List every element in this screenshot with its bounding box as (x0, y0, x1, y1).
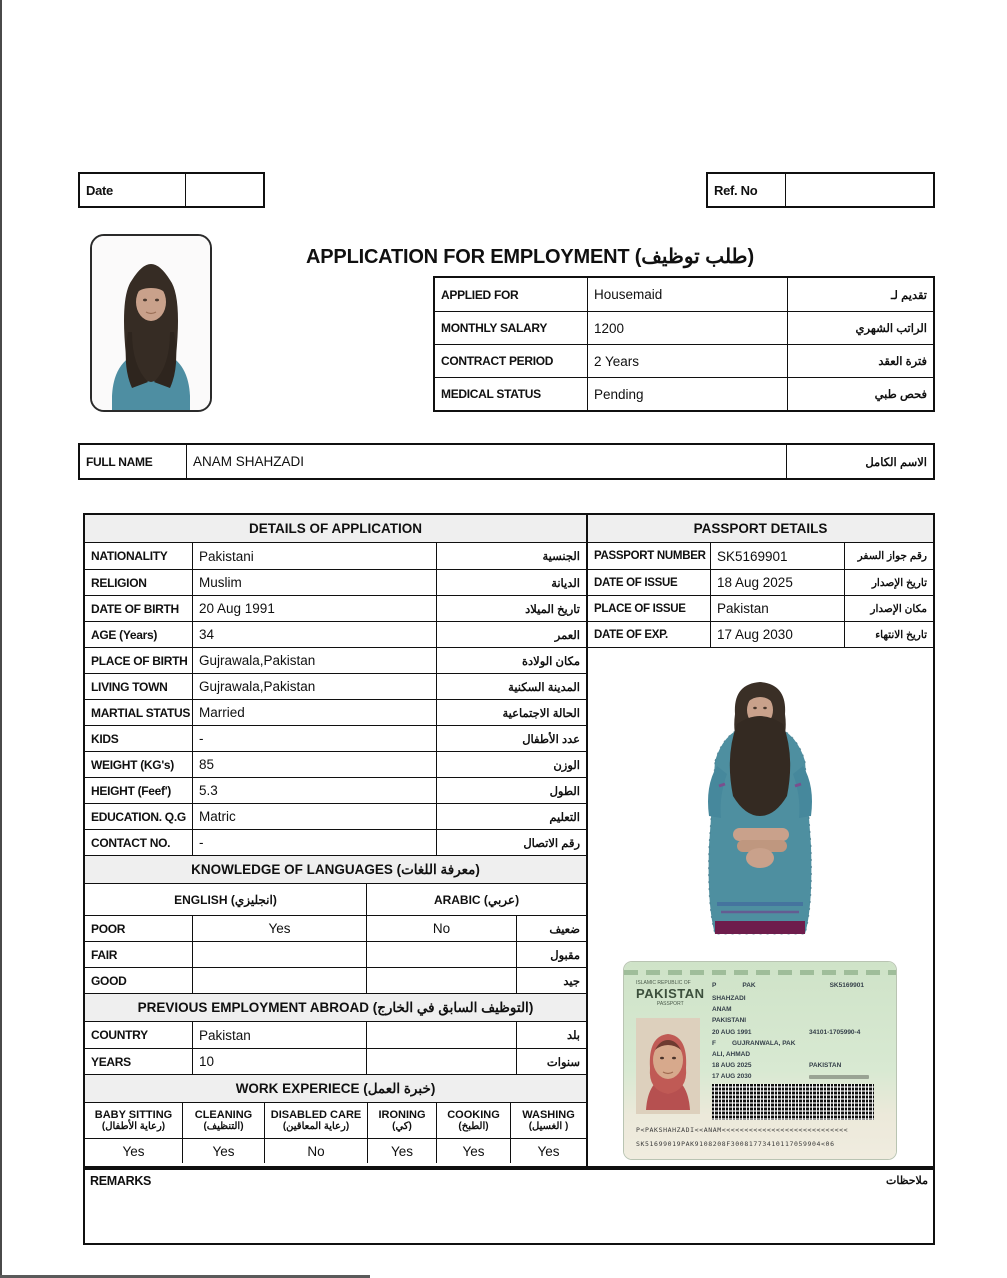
languages-column-headers (85, 884, 586, 915)
living-town-value: Gujrawala,Pakistan (192, 674, 436, 699)
living-town-label: LIVING TOWN (91, 679, 168, 694)
date-of-issue-label: DATE OF ISSUE (594, 576, 678, 589)
contact-no-value: - (192, 830, 436, 855)
living-town-arabic: المدينة السكنية (436, 674, 586, 699)
date-box (78, 172, 265, 208)
date-of-issue-value: 18 Aug 2025 (710, 570, 844, 595)
age-label: AGE (Years) (91, 627, 158, 642)
table-row (85, 1022, 586, 1048)
passport-mrz-line1: P<PAKSHAHZADI<<ANAM<<<<<<<<<<<<<<<<<<<<<<<<<<<< (636, 1126, 849, 1134)
applied-for-arabic: تقديم لـ (787, 278, 933, 311)
table-row (85, 967, 586, 993)
baby-sitting-value: Yes (122, 1143, 145, 1159)
ironing-column (367, 1103, 436, 1138)
table-row (435, 377, 933, 410)
height-label: HEIGHT (Feef') (91, 783, 171, 798)
education-arabic: التعليم (436, 804, 586, 829)
previous-employment-header: PREVIOUS EMPLOYMENT ABROAD (التوظيف السابق في الخارج) (85, 993, 586, 1022)
passport-number-arabic: رقم جواز السفر (844, 543, 933, 569)
page-title: APPLICATION FOR EMPLOYMENT (طلب توظيف) (306, 246, 754, 268)
kids-value: - (192, 726, 436, 751)
table-row (85, 621, 586, 647)
details-column (85, 515, 588, 1166)
table-row (85, 915, 586, 941)
weight-label: WEIGHT (KG's) (91, 757, 174, 772)
passport-type: P (712, 982, 717, 989)
disabled-care-label: DISABLED CARE (270, 1108, 362, 1121)
country-extra-cell (366, 1022, 516, 1048)
martial-status-value: Married (192, 700, 436, 725)
table-row (85, 803, 586, 829)
table-row (435, 278, 933, 311)
full-name-label: FULL NAME (86, 454, 153, 469)
washing-value: Yes (510, 1139, 586, 1163)
disabled-care-value: No (264, 1139, 367, 1163)
work-experience-values (85, 1138, 586, 1163)
languages-header: KNOWLEDGE OF LANGUAGES (معرفة اللغات) (85, 855, 586, 884)
cleaning-column (182, 1103, 264, 1138)
monthly-salary-value: 1200 (587, 312, 787, 344)
fair-arabic-label: مقبول (516, 942, 586, 967)
passport-id-number: 34101-1705990-4 (809, 1029, 861, 1036)
place-of-birth-arabic: مكان الولادة (436, 648, 586, 673)
date-of-birth-value: 20 Aug 1991 (192, 596, 436, 621)
passport-portrait (636, 1018, 700, 1114)
place-of-issue-label: PLACE OF ISSUE (594, 602, 686, 615)
kids-label: KIDS (91, 731, 119, 746)
good-arabic-label: جيد (516, 968, 586, 993)
date-of-birth-label: DATE OF BIRTH (91, 601, 179, 616)
details-header: DETAILS OF APPLICATION (85, 515, 586, 543)
table-row (85, 543, 586, 569)
table-row (85, 777, 586, 803)
cleaning-value: Yes (182, 1139, 264, 1163)
photo-scan-area (588, 647, 933, 1166)
years-label: YEARS (91, 1054, 131, 1069)
arabic-column-header: ARABIC (عربي) (366, 884, 586, 915)
remarks-label: REMARKS (90, 1174, 152, 1188)
years-extra-cell (366, 1049, 516, 1074)
country-value: Pakistan (192, 1022, 366, 1048)
disabled-care-column (264, 1103, 367, 1138)
date-label: Date (80, 174, 186, 206)
nationality-arabic: الجنسية (436, 543, 586, 569)
baby-sitting-arabic: (رعاية الأطفال) (101, 1121, 166, 1133)
ref-no-box (706, 172, 935, 208)
passport-birthplace: GUJRANWALA, PAK (732, 1040, 796, 1047)
passport-details-header: PASSPORT DETAILS (588, 515, 933, 543)
ironing-arabic: (كي) (392, 1121, 412, 1133)
good-english-value (192, 968, 366, 993)
full-name-row (78, 443, 935, 480)
table-row (85, 941, 586, 967)
washing-label: WASHING (522, 1108, 575, 1121)
date-of-exp-value: 17 Aug 2030 (710, 622, 844, 647)
medical-status-label: MEDICAL STATUS (441, 387, 541, 401)
washing-arabic: (الغسيل ) (528, 1121, 569, 1133)
full-body-photo (675, 666, 845, 966)
passport-sex: F (712, 1040, 716, 1047)
place-of-issue-value: Pakistan (710, 596, 844, 621)
table-row (85, 673, 586, 699)
passport-scan-number: SK5169901 (829, 982, 864, 989)
contact-no-label: CONTACT NO. (91, 835, 171, 850)
monthly-salary-arabic: الراتب الشهري (787, 312, 933, 344)
date-of-birth-arabic: تاريخ الميلاد (436, 596, 586, 621)
washing-column (510, 1103, 586, 1138)
years-value: 10 (192, 1049, 366, 1074)
poor-label: POOR (91, 921, 126, 936)
country-label: COUNTRY (91, 1028, 148, 1042)
full-name-arabic: الاسم الكامل (786, 445, 933, 478)
passport-given-name: ANAM (712, 1006, 732, 1013)
table-row (85, 569, 586, 595)
table-row (588, 543, 933, 569)
table-row (85, 751, 586, 777)
martial-status-label: MARTIAL STATUS (91, 705, 191, 720)
table-row (588, 595, 933, 621)
age-arabic: العمر (436, 622, 586, 647)
place-of-birth-value: Gujrawala,Pakistan (192, 648, 436, 673)
table-row (435, 311, 933, 344)
cleaning-label: CLEANING (194, 1108, 253, 1121)
cooking-arabic: (الطبخ) (458, 1121, 489, 1133)
applied-for-label: APPLIED FOR (441, 287, 519, 302)
table-row (588, 621, 933, 647)
remarks-box (83, 1168, 935, 1245)
cooking-column (436, 1103, 510, 1138)
fair-english-value (192, 942, 366, 967)
date-of-exp-arabic: تاريخ الانتهاء (844, 622, 933, 647)
table-row (588, 569, 933, 595)
medical-status-value: Pending (587, 378, 787, 410)
passport-father-name: ALI, AHMAD (712, 1051, 751, 1058)
nationality-value: Pakistani (192, 543, 436, 569)
martial-status-arabic: الحالة الاجتماعية (436, 700, 586, 725)
kids-arabic: عدد الأطفال (436, 726, 586, 751)
passport-number-value: SK5169901 (710, 543, 844, 569)
english-column-header: ENGLISH (انجليزي) (174, 892, 277, 907)
table-row (85, 647, 586, 673)
table-row (85, 595, 586, 621)
applicant-photo (90, 234, 212, 412)
religion-arabic: الديانة (436, 570, 586, 595)
cooking-value: Yes (436, 1139, 510, 1163)
passport-nationality: PAKISTANI (712, 1017, 747, 1024)
disabled-care-arabic: (رعاية المعاقين) (282, 1121, 350, 1133)
education-value: Matric (192, 804, 436, 829)
passport-dob: 20 AUG 1991 (712, 1029, 752, 1036)
remarks-arabic: ملاحظات (886, 1175, 928, 1187)
baby-sitting-label: BABY SITTING (94, 1108, 173, 1121)
age-value: 34 (192, 622, 436, 647)
years-arabic: سنوات (516, 1049, 586, 1074)
baby-sitting-column (85, 1103, 182, 1138)
passport-number-label: PASSPORT NUMBER (594, 550, 706, 562)
contact-no-arabic: رقم الاتصال (436, 830, 586, 855)
table-row (85, 725, 586, 751)
ref-no-value-field (786, 174, 933, 206)
passport-barcode (712, 1084, 874, 1120)
passport-mrz-line2: SK51699019PAK9108208F30081773410117059904<06 (636, 1140, 835, 1148)
place-of-birth-label: PLACE OF BIRTH (91, 653, 188, 668)
contract-period-label: CONTRACT PERIOD (441, 354, 554, 368)
weight-value: 85 (192, 752, 436, 777)
table-row (435, 344, 933, 377)
work-experience-column-headers (85, 1103, 586, 1138)
table-row (85, 699, 586, 725)
weight-arabic: الوزن (436, 752, 586, 777)
fair-arabic-value (366, 942, 516, 967)
country-arabic: بلد (516, 1022, 586, 1048)
scan-left-edge (0, 0, 2, 1278)
contract-period-value: 2 Years (587, 345, 787, 377)
good-label: GOOD (91, 973, 127, 988)
passport-country-small: ISLAMIC REPUBLIC OF (636, 980, 691, 986)
good-arabic-value (366, 968, 516, 993)
passport-doc-type: PASSPORT (656, 1001, 684, 1007)
passport-country: PAKISTAN (636, 986, 705, 1001)
passport-scan (624, 962, 896, 1159)
passport-expiry-date: 17 AUG 2030 (712, 1073, 752, 1080)
height-arabic: الطول (436, 778, 586, 803)
passport-code: PAK (742, 982, 756, 989)
table-row (85, 1048, 586, 1074)
contract-period-arabic: فترة العقد (787, 345, 933, 377)
nationality-label: NATIONALITY (91, 549, 168, 563)
ref-no-label: Ref. No (708, 174, 786, 206)
passport-issue-place: PAKISTAN (809, 1062, 842, 1069)
height-value: 5.3 (192, 778, 436, 803)
medical-status-arabic: فحص طبي (787, 378, 933, 410)
passport-type-row (712, 982, 864, 989)
date-value-field (186, 174, 263, 206)
religion-value: Muslim (192, 570, 436, 595)
date-of-exp-label: DATE OF EXP. (594, 628, 668, 641)
fair-label: FAIR (91, 947, 118, 962)
passport-extra-number-blur (809, 1075, 869, 1079)
cooking-label: COOKING (447, 1108, 500, 1121)
work-experience-header: WORK EXPERIECE (خبرة العمل) (85, 1074, 586, 1103)
education-label: EDUCATION. Q.G (91, 809, 186, 824)
table-row (85, 829, 586, 855)
date-of-issue-arabic: تاريخ الإصدار (844, 570, 933, 595)
ironing-value: Yes (367, 1139, 436, 1163)
place-of-issue-arabic: مكان الإصدار (844, 596, 933, 621)
poor-english-value: Yes (192, 916, 366, 941)
passport-issue-date: 18 AUG 2025 (712, 1062, 752, 1069)
applied-for-value: Housemaid (587, 278, 787, 311)
poor-arabic-label: ضعيف (516, 916, 586, 941)
passport-country-block (636, 980, 705, 1007)
passport-column (588, 515, 933, 1166)
applied-for-table (433, 276, 935, 412)
poor-arabic-value: No (366, 916, 516, 941)
main-block (83, 513, 935, 1168)
religion-label: RELIGION (91, 575, 147, 590)
full-name-value: ANAM SHAHZADI (186, 445, 786, 478)
applicant-portrait-graphic (92, 236, 210, 410)
ironing-label: IRONING (378, 1108, 426, 1121)
monthly-salary-label: MONTHLY SALARY (441, 321, 548, 335)
passport-guilloche-strip (624, 970, 896, 975)
cleaning-arabic: (التنظيف) (203, 1121, 244, 1133)
passport-surname: SHAHZADI (712, 995, 746, 1002)
